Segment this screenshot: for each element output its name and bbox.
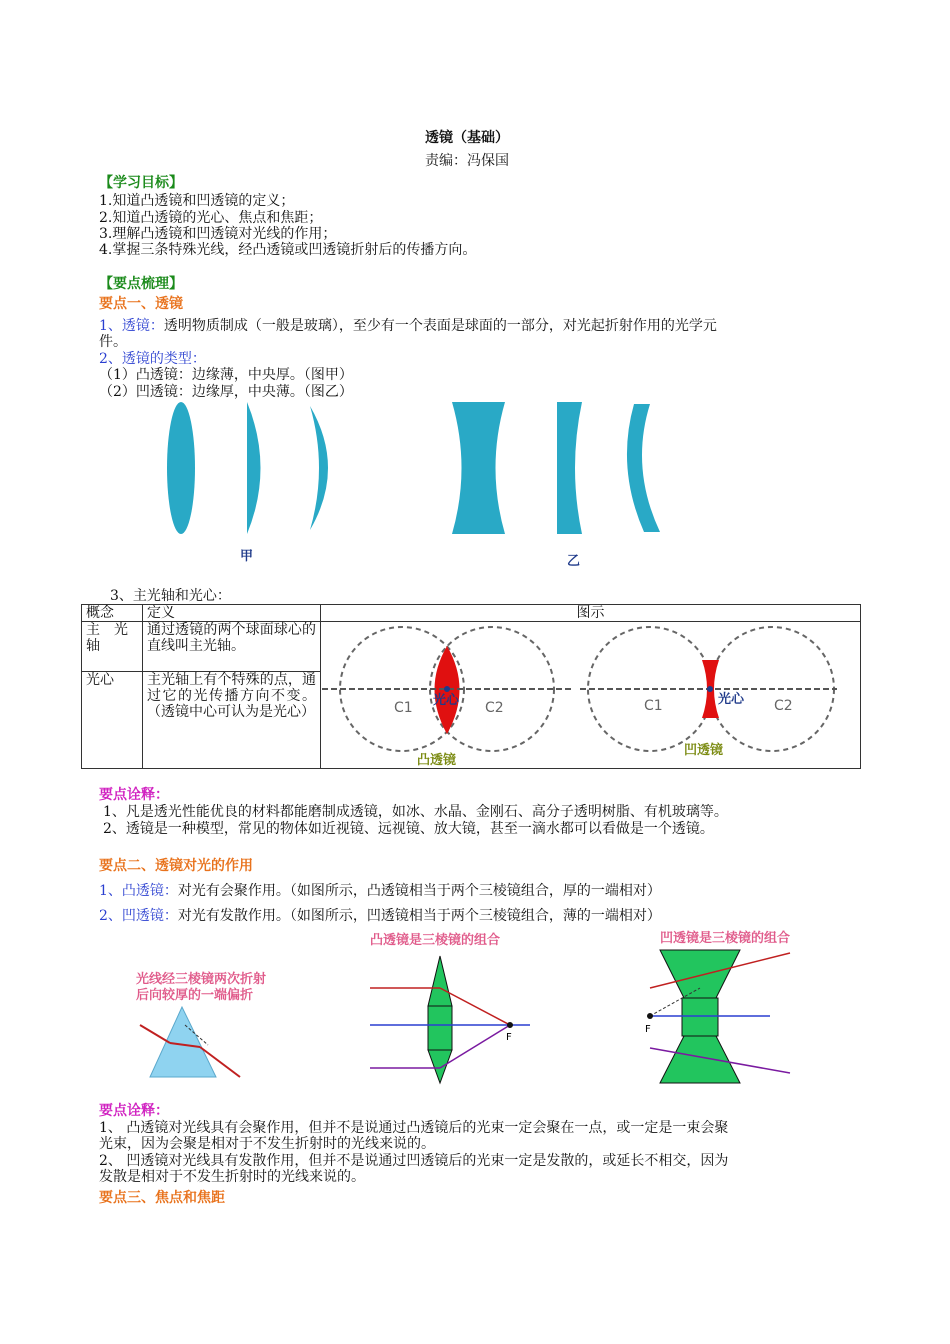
note-1-1: 1、凡是透光性能优良的材料都能磨制成透镜，如冰、水晶、金刚石、高分子透明树脂、有机玻璃等。 <box>103 804 728 820</box>
lens-definition <box>99 318 717 334</box>
objective-item: 3.理解凸透镜和凹透镜对光线的作用； <box>99 226 337 242</box>
convex-prism-caption: 凸透镜是三棱镜的组合 <box>370 933 501 948</box>
objective-item: 2.知道凸透镜的光心、焦点和焦距； <box>99 210 323 226</box>
convex-c2-label: C2 <box>485 700 504 716</box>
upper-inverted-prism-shape <box>660 950 740 998</box>
lens-types-figure <box>150 398 670 573</box>
middle-block-shape <box>428 1006 452 1050</box>
convex-prism-figure <box>360 928 550 1088</box>
plano-concave-lens-icon <box>557 402 582 534</box>
section-3-heading: 要点三、焦点和焦距 <box>99 1190 225 1206</box>
lower-prism-shape <box>428 1050 452 1083</box>
concave-prism-figure <box>640 928 820 1088</box>
concave-type: （2）凹透镜：边缘厚，中央薄。（图乙） <box>99 384 353 400</box>
note-1-2: 2、透镜是一种模型，常见的物体如近视镜、远视镜、放大镜，甚至一滴水都可以看做是一个透镜。 <box>103 821 714 837</box>
table-header-figure: 图示 <box>321 605 861 622</box>
convex-type: （1）凸透镜：边缘薄，中央厚。（图甲） <box>99 367 353 383</box>
page-title: 透镜（基础） <box>425 130 509 146</box>
objectives-heading: 【学习目标】 <box>99 175 183 191</box>
convex-diagram <box>322 627 572 768</box>
upper-prism-shape <box>428 956 452 1006</box>
lens-types-label: 2、透镜的类型： <box>99 351 206 367</box>
outline-heading: 【要点梳理】 <box>99 276 183 292</box>
meniscus-convex-lens-icon <box>310 406 328 530</box>
concave-c1-label: C1 <box>644 698 663 714</box>
concave-focus-label: F <box>645 1024 651 1035</box>
notes-heading-2: 要点诠释： <box>99 1103 169 1119</box>
biconcave-lens-icon <box>452 402 505 534</box>
convex-c1-label: C1 <box>394 700 413 716</box>
note-2-1-line-1: 1、 凸透镜对光线具有会聚作用，但并不是说通过凸透镜后的光束一定会聚在一点，或一定是一束会聚 <box>99 1120 729 1136</box>
editor-line: 责编：冯保国 <box>425 153 509 169</box>
concave-effect <box>99 908 661 924</box>
concept-main-axis: 主 光轴 <box>82 622 143 672</box>
prism-figure <box>130 965 290 1085</box>
objective-item: 1.知道凸透镜和凹透镜的定义； <box>99 193 295 209</box>
objective-item: 4.掌握三条特殊光线，经凸透镜或凹透镜折射后的传播方向。 <box>99 242 477 258</box>
lower-inverted-prism-shape <box>660 1036 740 1083</box>
lens-definition-label: 1、透镜： <box>99 318 164 334</box>
concave-effect-label: 2、凹透镜： <box>99 908 178 924</box>
notes-heading-1: 要点诠释： <box>99 787 169 803</box>
meniscus-concave-lens-icon <box>627 404 660 532</box>
note-2-2-line-1: 2、 凹透镜对光线具有发散作用，但并不是说通过凹透镜后的光束一定是发散的，或延长不相交，因为 <box>99 1153 729 1169</box>
concave-optical-center-label: 光心 <box>718 692 745 707</box>
biconvex-lens-icon <box>167 402 195 534</box>
convex-effect-text: 对光有会聚作用。（如图所示，凸透镜相当于两个三棱镜组合，厚的一端相对） <box>177 883 661 899</box>
concave-prism-caption: 凹透镜是三棱镜的组合 <box>660 931 791 946</box>
convex-focus-label: F <box>506 1032 512 1043</box>
section-1-heading: 要点一、透镜 <box>99 296 183 312</box>
convex-caption: 凸透镜 <box>417 753 457 768</box>
figure-label-jia: 甲 <box>240 549 254 564</box>
plano-convex-lens-icon <box>247 402 261 534</box>
definition-main-axis: 通过透镜的两个球面球心的直线叫主光轴。 <box>143 622 321 672</box>
note-2-1-line-2: 光束，因为会聚是相对于不发生折射时的光线来说的。 <box>99 1136 435 1152</box>
concave-caption: 凹透镜 <box>684 743 724 758</box>
concave-effect-text: 对光有发散作用。（如图所示，凹透镜相当于两个三棱镜组合，薄的一端相对） <box>177 908 661 924</box>
convex-optical-center-label: 光心 <box>433 693 460 708</box>
note-2-2-line-2: 发散是相对于不发生折射时的光线来说的。 <box>99 1169 365 1185</box>
concave-c2-label: C2 <box>774 698 793 714</box>
prism-caption-line-2: 后向较厚的一端偏折 <box>136 988 254 1003</box>
lens-definition-cont: 件。 <box>99 334 127 350</box>
concave-diagram <box>580 627 837 758</box>
lens-definition-text: 透明物质制成（一般是玻璃），至少有一个表面是球面的一部分，对光起折射作用的光学元 <box>163 318 717 334</box>
table-header-concept: 概念 <box>82 605 143 622</box>
concave-middle-block-shape <box>682 998 718 1036</box>
definition-optical-center: 主光轴上有个特殊的点，通过它的光传播方向不变。（透镜中心可认为是光心） <box>143 672 321 769</box>
section-2-heading: 要点二、透镜对光的作用 <box>99 858 253 874</box>
figure-label-yi: 乙 <box>567 554 581 569</box>
optical-axis-figure <box>322 622 860 768</box>
axis-center-heading: 3、主光轴和光心： <box>110 588 231 604</box>
convex-effect <box>99 883 661 899</box>
prism-shape <box>150 1007 216 1077</box>
concept-optical-center: 光心 <box>82 672 143 769</box>
prism-caption-line-1: 光线经三棱镜两次折射 <box>136 972 267 987</box>
table-header-definition: 定义 <box>143 605 321 622</box>
convex-effect-label: 1、凸透镜： <box>99 883 178 899</box>
